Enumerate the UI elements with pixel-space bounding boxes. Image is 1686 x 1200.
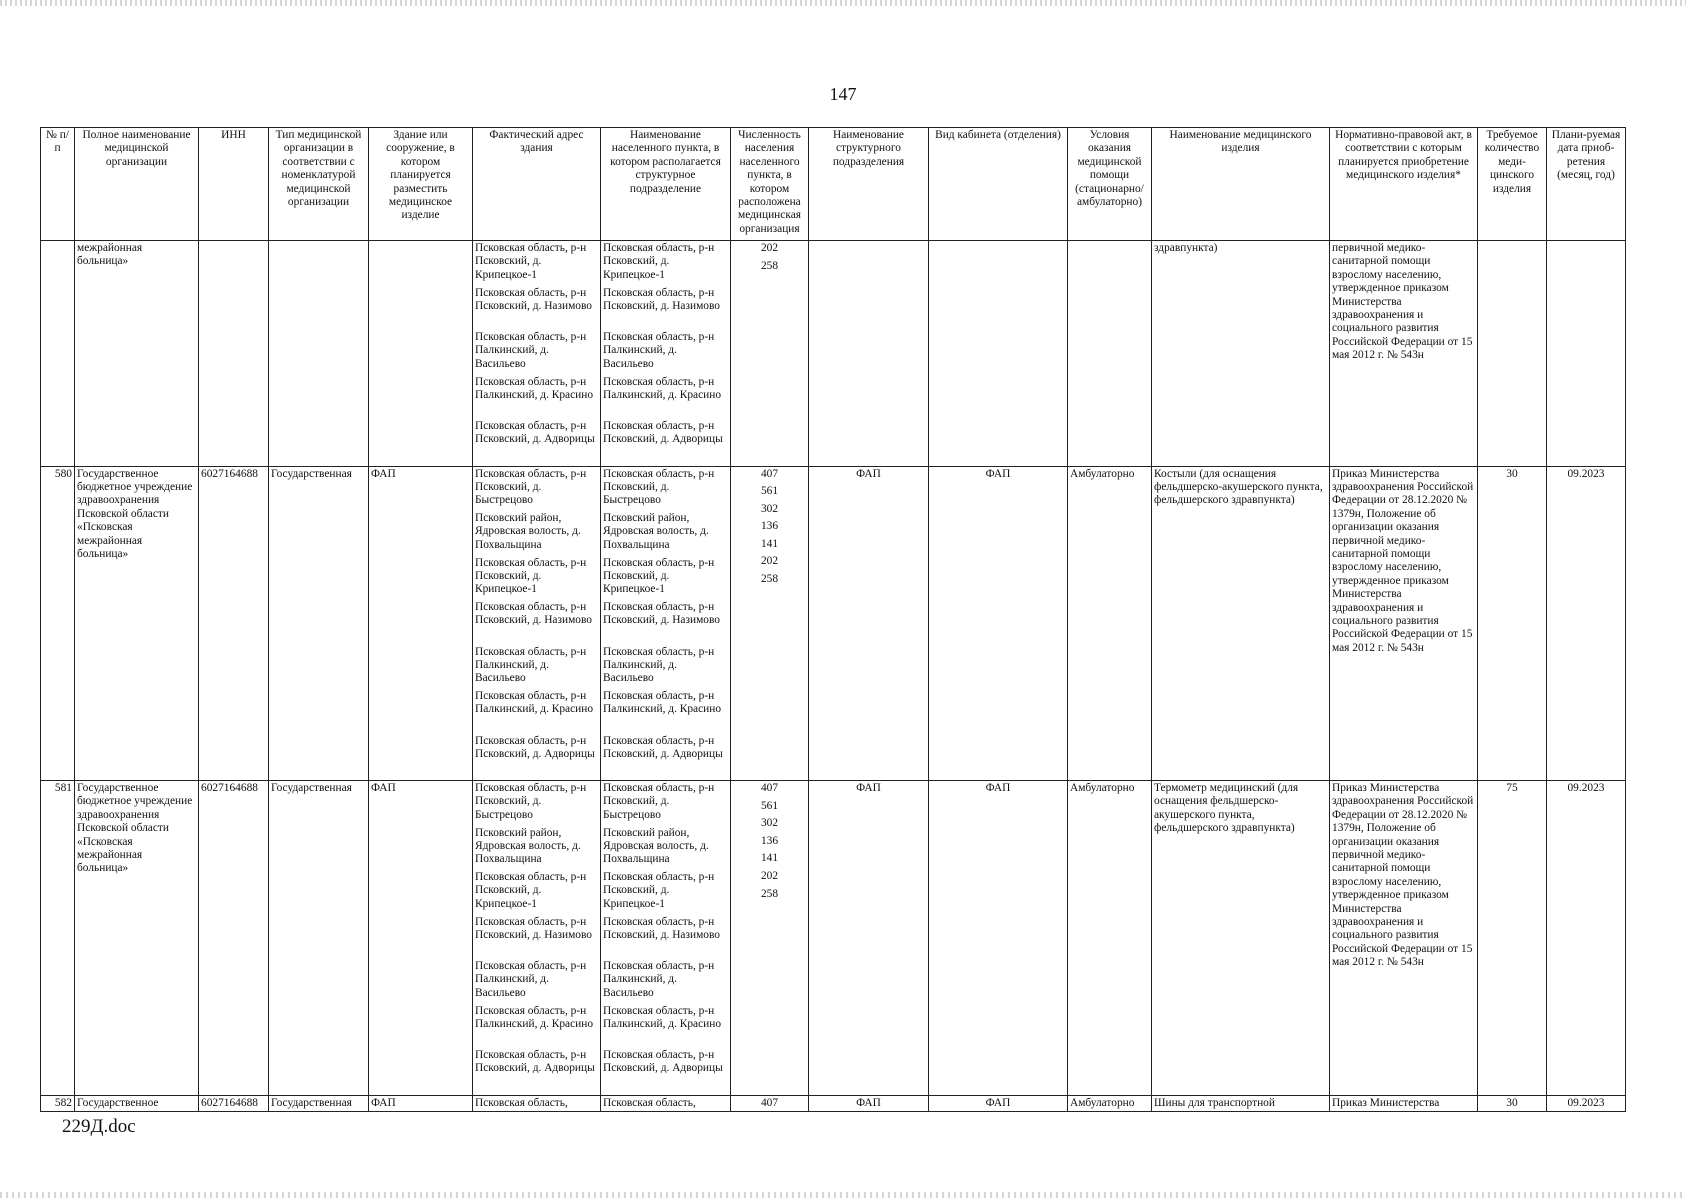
settlement-item: Псковская область, р-н Псковский, д. Адворицы	[603, 734, 723, 760]
legal-act: Приказ Министерства здравоохранения Российской Федерации от 28.12.2020 № 1379н, Положение об организации оказания первичной медико-санитарной помощи взрослому населению, утвержденное приказом Министерства здравоохранения и социального развития Российской Федерации от 15 мая 2012 г. № 543н	[1330, 781, 1478, 1096]
settlement-item: Псковская область, р-н Палкинский, д. Васильево	[603, 960, 715, 999]
page-number: 147	[829, 84, 857, 104]
row-number	[41, 241, 75, 467]
legal-act: Приказ Министерства здравоохранения Российской Федерации от 28.12.2020 № 1379н, Положение об организации оказания первичной медико-санитарной помощи взрослому населению, утвержденное приказом Министерства здравоохранения и социального развития Российской Федерации от 15 мая 2012 г. № 543н	[1330, 466, 1478, 781]
document-filename: 229Д.doc	[62, 1116, 136, 1137]
actual-address	[473, 781, 601, 1096]
header-cell: Условия оказания медицинской помощи (стационарно/ амбулаторно)	[1068, 128, 1152, 241]
address-item: Псковская область, р-н Палкинский, д. Васильево	[475, 960, 587, 999]
population-value: 202	[760, 242, 779, 254]
settlement-item: Псковский район, Ядровская волость, д. Похвальщина	[603, 512, 709, 551]
org-name: Государственное бюджетное учреждение здравоохранения Псковской области «Псковская межрайонная больница»	[75, 466, 199, 781]
settlement-item: Псковская область, р-н Палкинский, д. Васильево	[603, 331, 715, 370]
row-number: 581	[41, 781, 75, 1096]
inn: 6027164688	[199, 781, 269, 1096]
address-item: Псковская область, р-н Псковский, д. Адворицы	[475, 420, 595, 446]
actual-address: Псковская область,	[473, 1095, 601, 1111]
address-item: Псковская область, р-н Псковский, д. Адворицы	[475, 734, 595, 760]
header-cell: Требуемое количество меди-цинского изделия	[1478, 128, 1547, 241]
address-item: Псковская область, р-н Палкинский, д. Красино	[475, 375, 594, 401]
care-conditions: Амбулаторно	[1068, 1095, 1152, 1111]
population-value: 202	[760, 555, 779, 568]
cabinet-type	[929, 241, 1068, 467]
actual-address	[473, 466, 601, 781]
header-cell: Численность населения населенного пункта, в котором расположена медицинская организация	[731, 128, 809, 241]
header-cell: Вид кабинета (отделения)	[929, 128, 1068, 241]
settlement-item: Псковская область, р-н Палкинский, д. Красино	[603, 375, 722, 401]
population-value: 561	[760, 799, 779, 812]
header-cell: Фактический адрес здания	[473, 128, 601, 241]
population-value: 258	[760, 259, 779, 272]
header-cell: № п/п	[41, 128, 75, 241]
address-item: Псковская область, р-н Палкинский, д. Васильево	[475, 645, 587, 685]
settlement-item: Псковская область, р-н Псковский, д. Крипецкое-1	[603, 556, 715, 596]
population-value: 141	[760, 852, 779, 865]
address-item: Псковская область, р-н Псковский, д. Крипецкое-1	[475, 556, 587, 596]
org-name: Государственное бюджетное учреждение здравоохранения Псковской области «Псковская межрайонная больница»	[75, 781, 199, 1096]
population: 407	[731, 1095, 809, 1111]
building: ФАП	[369, 781, 473, 1096]
address-item: Псковская область, р-н Псковский, д. Крипецкое-1	[475, 871, 587, 910]
settlement-item: Псковский район, Ядровская волость, д. Похвальщина	[603, 826, 709, 866]
org-type: Государственная	[269, 1095, 369, 1111]
header-cell: Нормативно-правовой акт, в соответствии с которым планируется приобретение медицинского изделия*	[1330, 128, 1478, 241]
population-value: 136	[760, 520, 779, 533]
header-cell: ИНН	[199, 128, 269, 241]
org-type: Государственная	[269, 466, 369, 781]
settlement: Псковская область,	[601, 1095, 731, 1111]
population-value: 407	[760, 782, 779, 794]
legal-act: Приказ Министерства	[1330, 1095, 1478, 1111]
header-cell: Наименование населенного пункта, в котором располагается структурное подразделение	[601, 128, 731, 241]
header-cell: Полное наименование медицинской организации	[75, 128, 199, 241]
address-item: Псковская область, р-н Псковский, д. Назимово	[475, 286, 592, 312]
inn: 6027164688	[199, 1095, 269, 1111]
settlement-item: Псковская область, р-н Псковский, д. Назимово	[603, 286, 720, 312]
cabinet-type: ФАП	[929, 466, 1068, 781]
settlement	[601, 781, 731, 1096]
care-conditions: Амбулаторно	[1068, 781, 1152, 1096]
table-header-row	[41, 128, 1626, 241]
subdivision: ФАП	[809, 466, 929, 781]
purchase-date: 09.2023	[1547, 1095, 1626, 1111]
settlement-item: Псковская область, р-н Псковский, д. Быстрецово	[603, 467, 715, 507]
cabinet-type: ФАП	[929, 1095, 1068, 1111]
care-conditions: Амбулаторно	[1068, 466, 1152, 781]
cabinet-type: ФАП	[929, 781, 1068, 1096]
purchase-date	[1547, 241, 1626, 467]
address-item: Псковский район, Ядровская волость, д. Похвальщина	[475, 512, 581, 551]
medical-equipment-table	[40, 127, 1626, 1112]
address-item: Псковская область, р-н Палкинский, д. Васильево	[475, 331, 587, 370]
table-row	[41, 781, 1626, 1096]
quantity: 30	[1478, 1095, 1547, 1111]
header-cell: Наименование медицинского изделия	[1152, 128, 1330, 241]
inn: 6027164688	[199, 466, 269, 781]
address-item: Псковская область, р-н Псковский, д. Быстрецово	[475, 467, 587, 507]
address-item: Псковская область, р-н Псковский, д. Назимово	[475, 601, 592, 627]
inn	[199, 241, 269, 467]
population-value: 302	[760, 817, 779, 830]
header-cell: Здание или сооружение, в котором планируется разместить медицинское изделие	[369, 128, 473, 241]
quantity	[1478, 241, 1547, 467]
org-type: Государственная	[269, 781, 369, 1096]
address-item: Псковский район, Ядровская волость, д. Похвальщина	[475, 826, 581, 866]
scan-edge-bottom	[0, 1192, 1686, 1198]
org-name: межрайонная больница»	[75, 241, 199, 467]
subdivision	[809, 241, 929, 467]
population-value: 258	[760, 887, 779, 900]
row-number: 582	[41, 1095, 75, 1111]
population-value: 302	[760, 502, 779, 515]
population-value: 561	[760, 485, 779, 498]
device-name: Шины для транспортной	[1152, 1095, 1330, 1111]
org-name: Государственное	[75, 1095, 199, 1111]
device-name: Термометр медицинский (для оснащения фельдшерско-акушерского пункта, фельдшерского здравпункта)	[1152, 781, 1330, 1096]
purchase-date: 09.2023	[1547, 466, 1626, 781]
population	[731, 466, 809, 781]
settlement-item: Псковская область, р-н Псковский, д. Назимово	[603, 601, 720, 627]
population-value: 202	[760, 869, 779, 882]
settlement-item: Псковская область, р-н Палкинский, д. Васильево	[603, 645, 715, 685]
settlement-item: Псковская область, р-н Псковский, д. Адворицы	[603, 420, 723, 446]
settlement-item: Псковская область, р-н Псковский, д. Крипецкое-1	[603, 871, 715, 910]
settlement-item: Псковская область, р-н Палкинский, д. Красино	[603, 1004, 722, 1030]
building	[369, 241, 473, 467]
quantity: 75	[1478, 781, 1547, 1096]
device-name: здравпункта)	[1152, 241, 1330, 467]
address-item: Псковская область, р-н Псковский, д. Быстрецово	[475, 782, 587, 821]
table-row	[41, 466, 1626, 781]
settlement-item: Псковская область, р-н Псковский, д. Быстрецово	[603, 782, 715, 821]
settlement	[601, 466, 731, 781]
settlement	[601, 241, 731, 467]
address-item: Псковская область, р-н Палкинский, д. Красино	[475, 1004, 594, 1030]
population	[731, 241, 809, 467]
table-row	[41, 1095, 1626, 1111]
population-value: 407	[760, 467, 779, 480]
org-type	[269, 241, 369, 467]
population-value: 258	[760, 573, 779, 586]
building: ФАП	[369, 1095, 473, 1111]
settlement-item: Псковская область, р-н Псковский, д. Назимово	[603, 915, 720, 941]
building: ФАП	[369, 466, 473, 781]
population-value: 141	[760, 537, 779, 550]
settlement-item: Псковская область, р-н Псковский, д. Крипецкое-1	[603, 242, 715, 281]
header-cell: Тип медицинской организации в соответствии с номенклатурой медицинской организации	[269, 128, 369, 241]
subdivision: ФАП	[809, 781, 929, 1096]
header-cell: Наименование структурного подразделения	[809, 128, 929, 241]
address-item: Псковская область, р-н Палкинский, д. Красино	[475, 690, 594, 716]
population-value: 136	[760, 834, 779, 847]
purchase-date: 09.2023	[1547, 781, 1626, 1096]
address-item: Псковская область, р-н Псковский, д. Назимово	[475, 915, 592, 941]
scan-edge-top	[0, 0, 1686, 6]
settlement-item: Псковская область, р-н Палкинский, д. Красино	[603, 690, 722, 716]
settlement-item: Псковская область, р-н Псковский, д. Адворицы	[603, 1049, 723, 1075]
subdivision: ФАП	[809, 1095, 929, 1111]
care-conditions	[1068, 241, 1152, 467]
address-item: Псковская область, р-н Псковский, д. Крипецкое-1	[475, 242, 587, 281]
quantity: 30	[1478, 466, 1547, 781]
row-number: 580	[41, 466, 75, 781]
population	[731, 781, 809, 1096]
legal-act: первичной медико-санитарной помощи взрослому населению, утвержденное приказом Министерства здравоохранения и социального развития Российской Федерации от 15 мая 2012 г. № 543н	[1330, 241, 1478, 467]
address-item: Псковская область, р-н Псковский, д. Адворицы	[475, 1049, 595, 1075]
device-name: Костыли (для оснащения фельдшерско-акушерского пункта, фельдшерского здравпункта)	[1152, 466, 1330, 781]
actual-address	[473, 241, 601, 467]
header-cell: Плани-руемая дата приоб-ретения (месяц, год)	[1547, 128, 1626, 241]
table-row	[41, 241, 1626, 467]
